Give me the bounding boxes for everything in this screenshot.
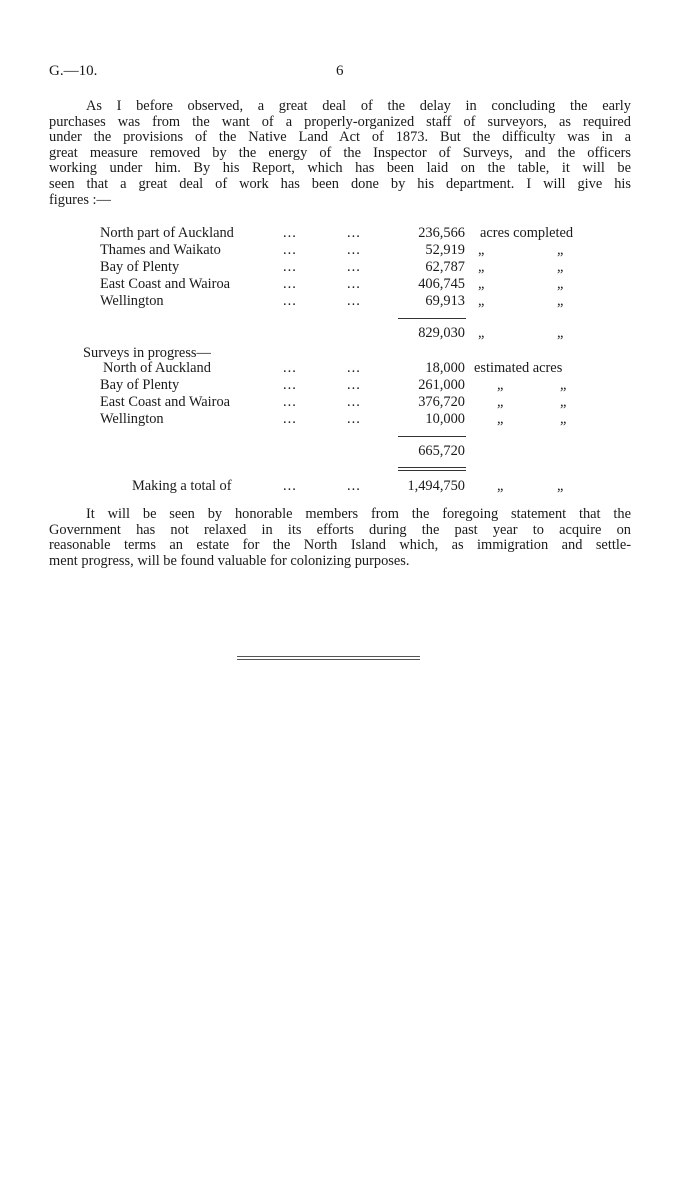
leader-dots: ... xyxy=(347,276,361,292)
district-label: Bay of Plenty xyxy=(100,259,180,275)
paragraph-line: ment progress, will be found valuable for colonizing purposes. xyxy=(49,552,410,569)
ditto-mark: „ xyxy=(497,411,504,427)
district-label: Wellington xyxy=(100,293,164,309)
ditto-mark: „ xyxy=(497,478,504,494)
leader-dots: ... xyxy=(347,360,361,376)
grand-total-value: 1,494,750 xyxy=(407,478,465,494)
leader-dots: ... xyxy=(283,276,297,292)
table-row xyxy=(0,276,700,293)
ditto-mark: „ xyxy=(478,276,485,292)
acreage-value: 18,000 xyxy=(425,360,465,376)
ditto-mark: „ xyxy=(478,293,485,309)
leader-dots: ... xyxy=(347,394,361,410)
leader-dots: ... xyxy=(283,293,297,309)
ditto-mark: „ xyxy=(557,293,564,309)
table-row xyxy=(0,293,700,310)
leader-dots: ... xyxy=(283,259,297,275)
paragraph-line: As I before observed, a great deal of the delay in concluding the early xyxy=(86,98,631,114)
acreage-value: 69,913 xyxy=(425,293,465,309)
table-row xyxy=(0,394,700,411)
section-heading: Surveys in progress— xyxy=(83,345,211,361)
grand-total-row xyxy=(0,478,700,495)
ditto-mark: „ xyxy=(557,325,564,341)
table-row xyxy=(0,360,700,377)
subtotal-value: 665,720 xyxy=(418,443,465,459)
ditto-mark: „ xyxy=(557,259,564,275)
ditto-mark: „ xyxy=(560,411,567,427)
acreage-value: 261,000 xyxy=(418,377,465,393)
leader-dots: ... xyxy=(347,259,361,275)
leader-dots: ... xyxy=(283,478,297,494)
district-label: Thames and Waikato xyxy=(100,242,221,258)
acreage-value: 10,000 xyxy=(425,411,465,427)
ditto-mark: „ xyxy=(560,377,567,393)
acreage-value: 62,787 xyxy=(425,259,465,275)
leader-dots: ... xyxy=(283,242,297,258)
grand-total-label: Making a total of xyxy=(132,478,232,494)
paragraph-line: It will be seen by honorable members from the foregoing statement that the xyxy=(86,506,631,522)
decorative-end-rule xyxy=(237,656,420,662)
ditto-mark: „ xyxy=(497,377,504,393)
ditto-mark: „ xyxy=(560,394,567,410)
leader-dots: ... xyxy=(283,411,297,427)
ditto-mark: „ xyxy=(478,242,485,258)
paragraph-line: Government has not relaxed in its efforts during the past year to acquire on xyxy=(49,521,631,538)
paragraph-line: under the provisions of the Native Land Act of 1873. But the difficulty was in a xyxy=(49,129,631,146)
acreage-value: 406,745 xyxy=(418,276,465,292)
paragraph-line: seen that a great deal of work has been done by his department. I will give his xyxy=(49,175,631,192)
sum-rule xyxy=(398,436,466,437)
ditto-mark: „ xyxy=(478,259,485,275)
leader-dots: ... xyxy=(283,225,297,241)
table-row xyxy=(0,377,700,394)
acreage-value: 376,720 xyxy=(418,394,465,410)
ditto-mark: „ xyxy=(557,478,564,494)
table-row xyxy=(0,242,700,259)
intro-paragraph xyxy=(49,99,631,208)
district-label: North of Auckland xyxy=(103,360,211,376)
district-label: East Coast and Wairoa xyxy=(100,276,231,292)
sum-rule xyxy=(398,470,466,471)
ditto-mark: „ xyxy=(557,242,564,258)
leader-dots: ... xyxy=(283,360,297,376)
district-label: Wellington xyxy=(100,411,164,427)
paragraph-line: working under him. By his Report, which has been laid on the table, it will be xyxy=(49,160,631,177)
paragraph-line: great measure removed by the energy of the Inspector of Surveys, and the officers xyxy=(49,144,631,161)
unit-label: acres completed xyxy=(480,225,574,241)
acreage-value: 52,919 xyxy=(425,242,465,258)
leader-dots: ... xyxy=(347,377,361,393)
leader-dots: ... xyxy=(347,478,361,494)
document-reference: G.—10. xyxy=(49,63,98,79)
leader-dots: ... xyxy=(283,377,297,393)
district-label: Bay of Plenty xyxy=(100,377,180,393)
district-label: East Coast and Wairoa xyxy=(100,394,231,410)
paragraph-line: figures :— xyxy=(49,191,111,208)
leader-dots: ... xyxy=(347,411,361,427)
subtotal-value: 829,030 xyxy=(418,325,465,341)
sum-rule xyxy=(398,318,466,319)
acreage-value: 236,566 xyxy=(418,225,465,241)
page-number: 6 xyxy=(336,63,344,79)
subtotal-row xyxy=(0,325,700,342)
table-row xyxy=(0,259,700,276)
leader-dots: ... xyxy=(283,394,297,410)
leader-dots: ... xyxy=(347,293,361,309)
leader-dots: ... xyxy=(347,225,361,241)
sum-rule xyxy=(398,467,466,468)
subtotal-row xyxy=(0,443,700,460)
table-row xyxy=(0,411,700,428)
ditto-mark: „ xyxy=(557,276,564,292)
closing-paragraph xyxy=(49,507,631,569)
leader-dots: ... xyxy=(347,242,361,258)
paragraph-line: purchases was from the want of a properly-organized staff of surveyors, as required xyxy=(49,113,631,130)
unit-label: estimated acres xyxy=(474,360,563,376)
district-label: North part of Auckland xyxy=(100,225,234,241)
ditto-mark: „ xyxy=(497,394,504,410)
ditto-mark: „ xyxy=(478,325,485,341)
paragraph-line: reasonable terms an estate for the North Island which, as immigration and settle- xyxy=(49,537,631,554)
table-row xyxy=(0,225,700,242)
